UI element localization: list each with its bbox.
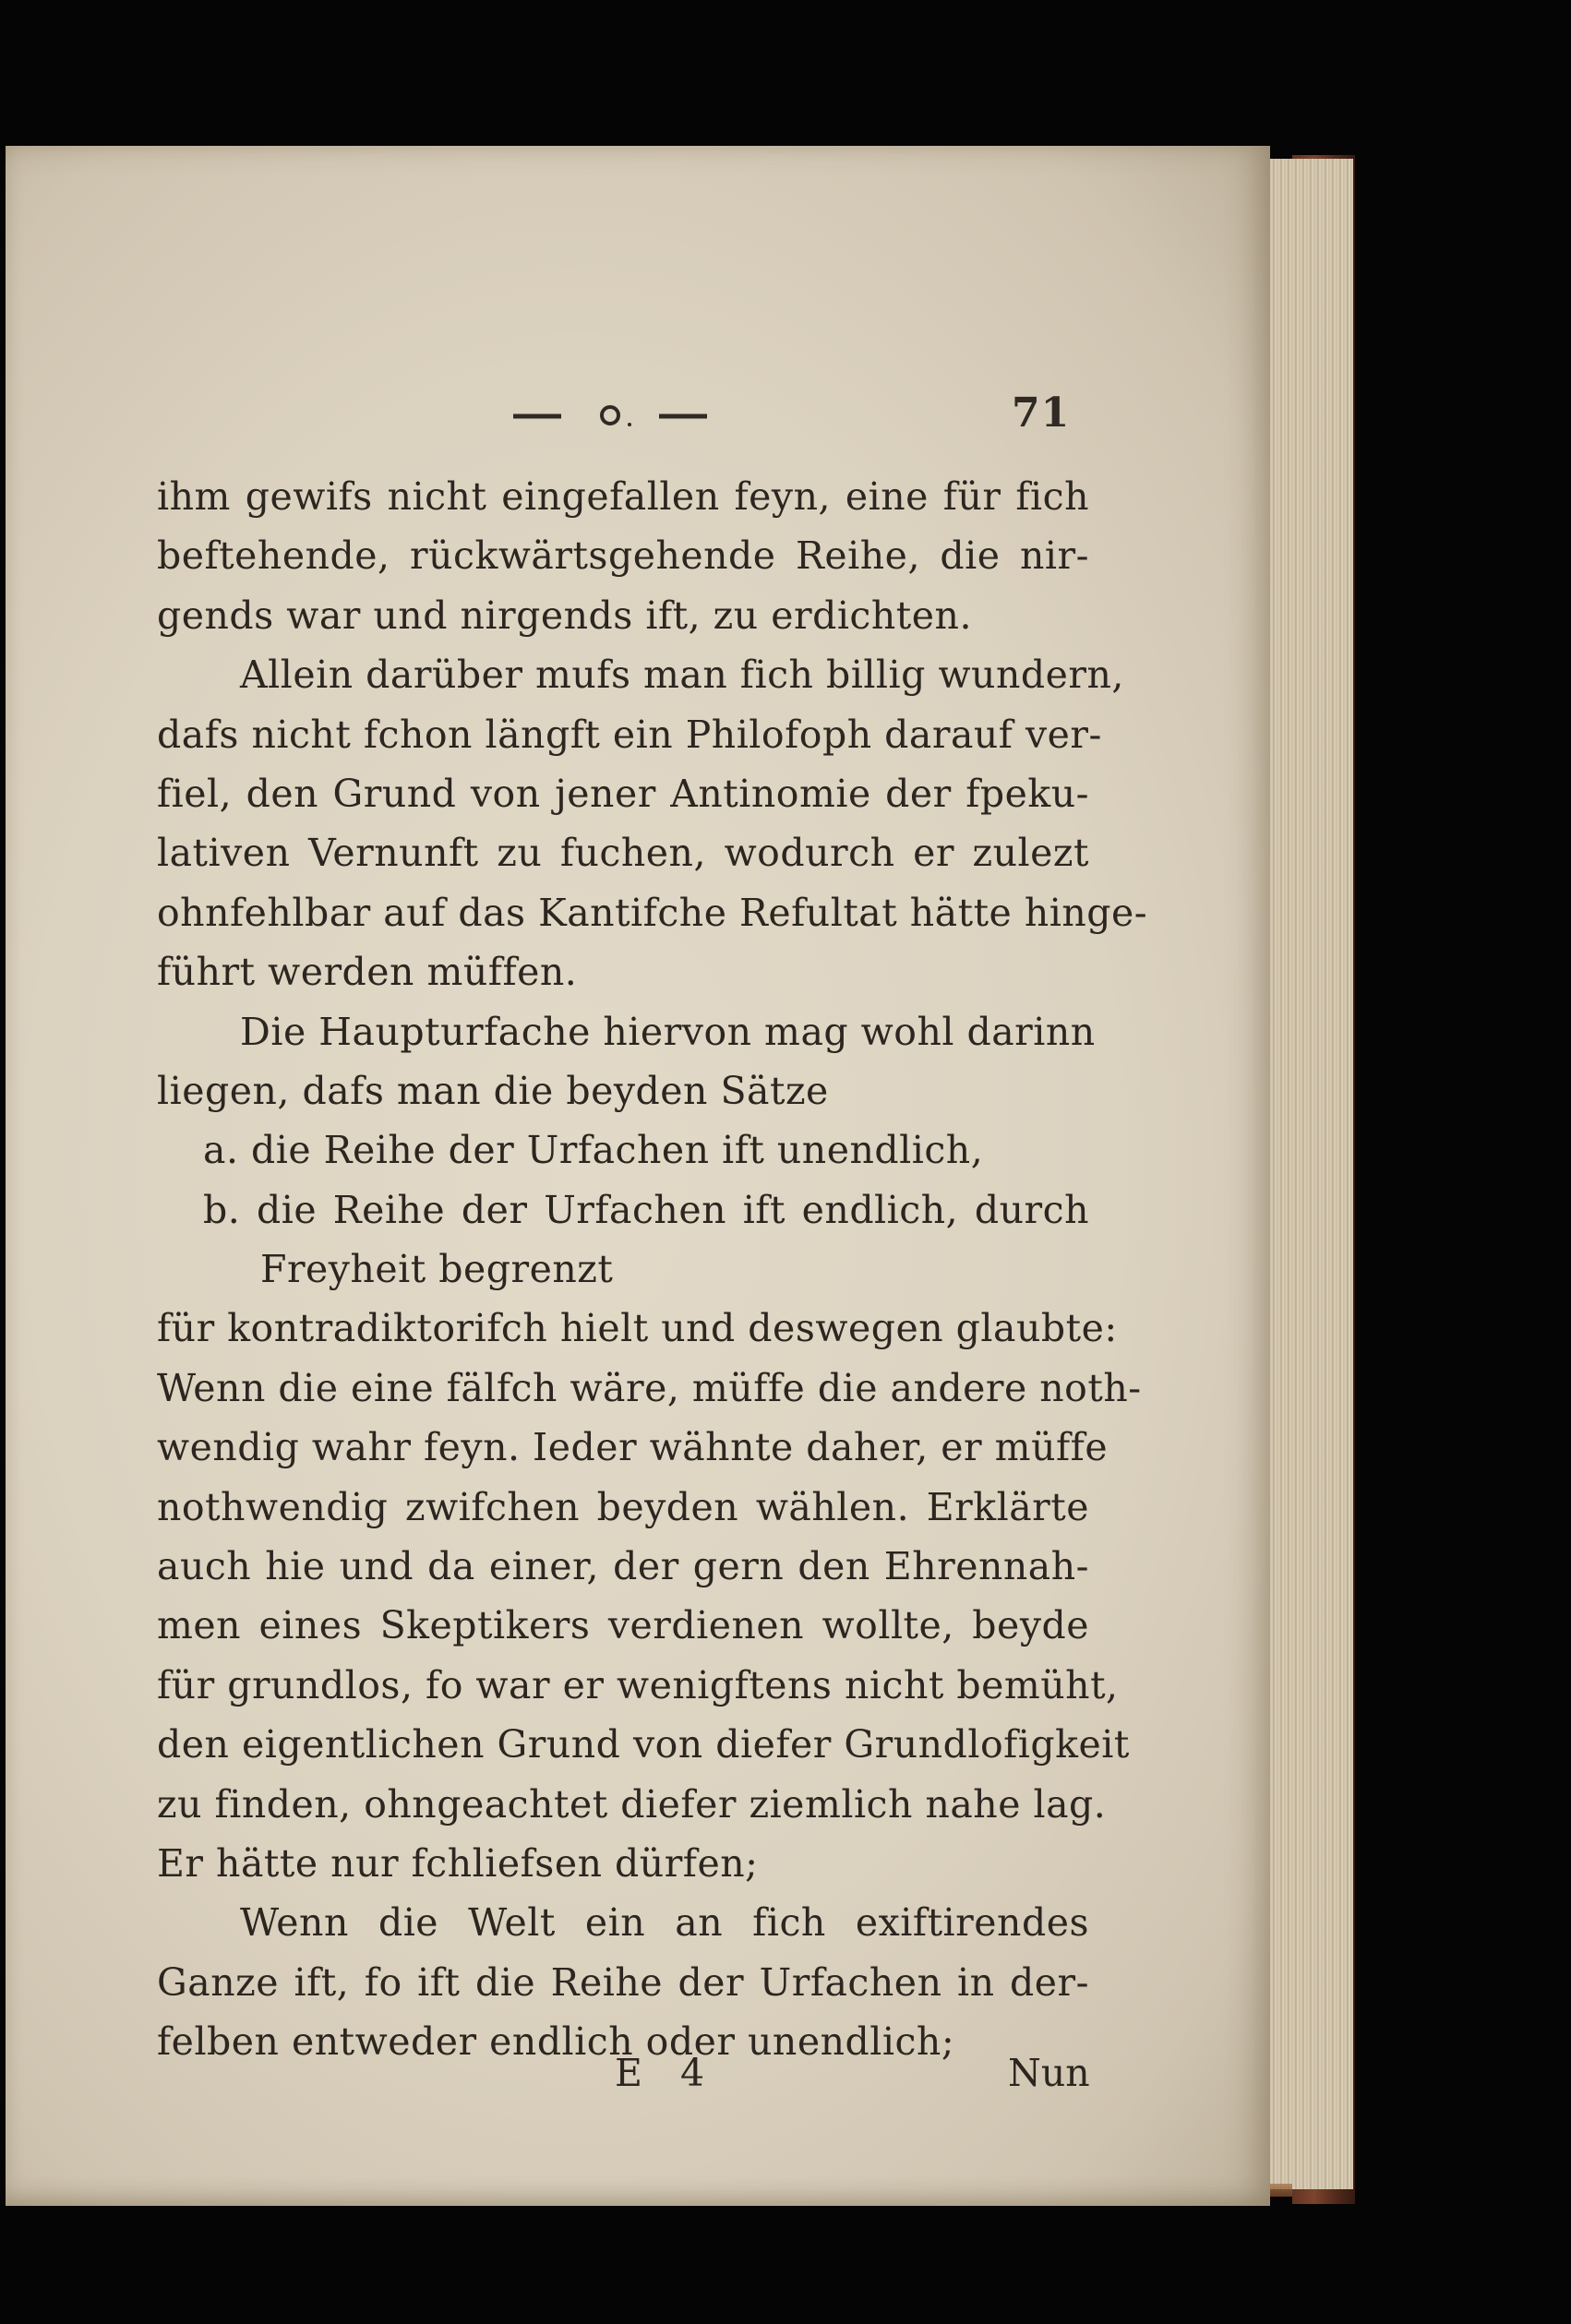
page-header bbox=[6, 388, 1270, 443]
text-line: Die Haupturfache hiervon mag wohl darinn bbox=[240, 1009, 1096, 1054]
book-page bbox=[6, 146, 1270, 2206]
text-line: wendig wahr feyn. Ieder wähnte daher, er müffe bbox=[157, 1425, 1109, 1470]
signature-mark: E 4 bbox=[615, 2051, 718, 2095]
text-line: felben entweder endlich oder unendlich; bbox=[157, 2019, 955, 2065]
text-line: ohnfehlbar auf das Kantifche Refultat hätte hinge- bbox=[157, 890, 1148, 935]
text-line: den eigentlichen Grund von diefer Grundlofigkeit bbox=[157, 1722, 1130, 1767]
text-line: gends war und nirgends ift, zu erdichten. bbox=[157, 593, 972, 638]
page-number: 71 bbox=[1012, 389, 1071, 437]
text-line: Wenn die eine fälfch wäre, müffe die andere noth- bbox=[157, 1365, 1142, 1410]
text-line: fiel, den Grund von jener Antinomie der fpeku- bbox=[157, 771, 1089, 816]
text-line: lativen Vernunft zu fuchen, wodurch er zulezt bbox=[157, 831, 1089, 876]
text-line: liegen, dafs man die beyden Sätze bbox=[157, 1068, 829, 1113]
page-footer bbox=[6, 2051, 1270, 2106]
text-line: nothwendig zwifchen beyden wählen. Erklärte bbox=[157, 1484, 1089, 1529]
text-line: men eines Skeptikers verdienen wollte, beyde bbox=[157, 1603, 1089, 1648]
text-line: Allein darüber mufs man fich billig wundern, bbox=[240, 653, 1124, 698]
text-line: Freyheit begrenzt bbox=[260, 1247, 614, 1292]
text-line: Wenn die Welt ein an fich exiftirendes bbox=[240, 1900, 1089, 1946]
text-line: für kontradiktorifch hielt und deswegen glaubte: bbox=[157, 1306, 1118, 1351]
text-line: dafs nicht fchon längft ein Philofoph darauf ver- bbox=[157, 712, 1102, 757]
page-edges bbox=[1270, 159, 1353, 2189]
text-line: ihm gewifs nicht eingefallen feyn, eine für fich bbox=[157, 474, 1089, 519]
text-line: beftehende, rückwärtsgehende Reihe, die nir- bbox=[157, 533, 1089, 579]
text-line: führt werden müffen. bbox=[157, 950, 578, 995]
text-line: b. die Reihe der Urfachen ift endlich, durch bbox=[203, 1187, 1089, 1232]
text-line: Er hätte nur fchliefsen dürfen; bbox=[157, 1840, 759, 1886]
header-ornament-icon bbox=[504, 402, 716, 430]
text-line: auch hie und da einer, der gern den Ehrennah- bbox=[157, 1544, 1089, 1589]
text-line: a. die Reihe der Urfachen ift unendlich, bbox=[203, 1128, 984, 1173]
page-body-text bbox=[157, 467, 1148, 2072]
text-line: für grundlos, fo war er wenigftens nicht bemüht, bbox=[157, 1662, 1119, 1707]
catchword: Nun bbox=[1008, 2051, 1090, 2095]
text-line: Ganze ift, fo ift die Reihe der Urfachen in der- bbox=[157, 1959, 1089, 2005]
text-line: zu finden, ohngeachtet diefer ziemlich nahe lag. bbox=[157, 1781, 1107, 1827]
